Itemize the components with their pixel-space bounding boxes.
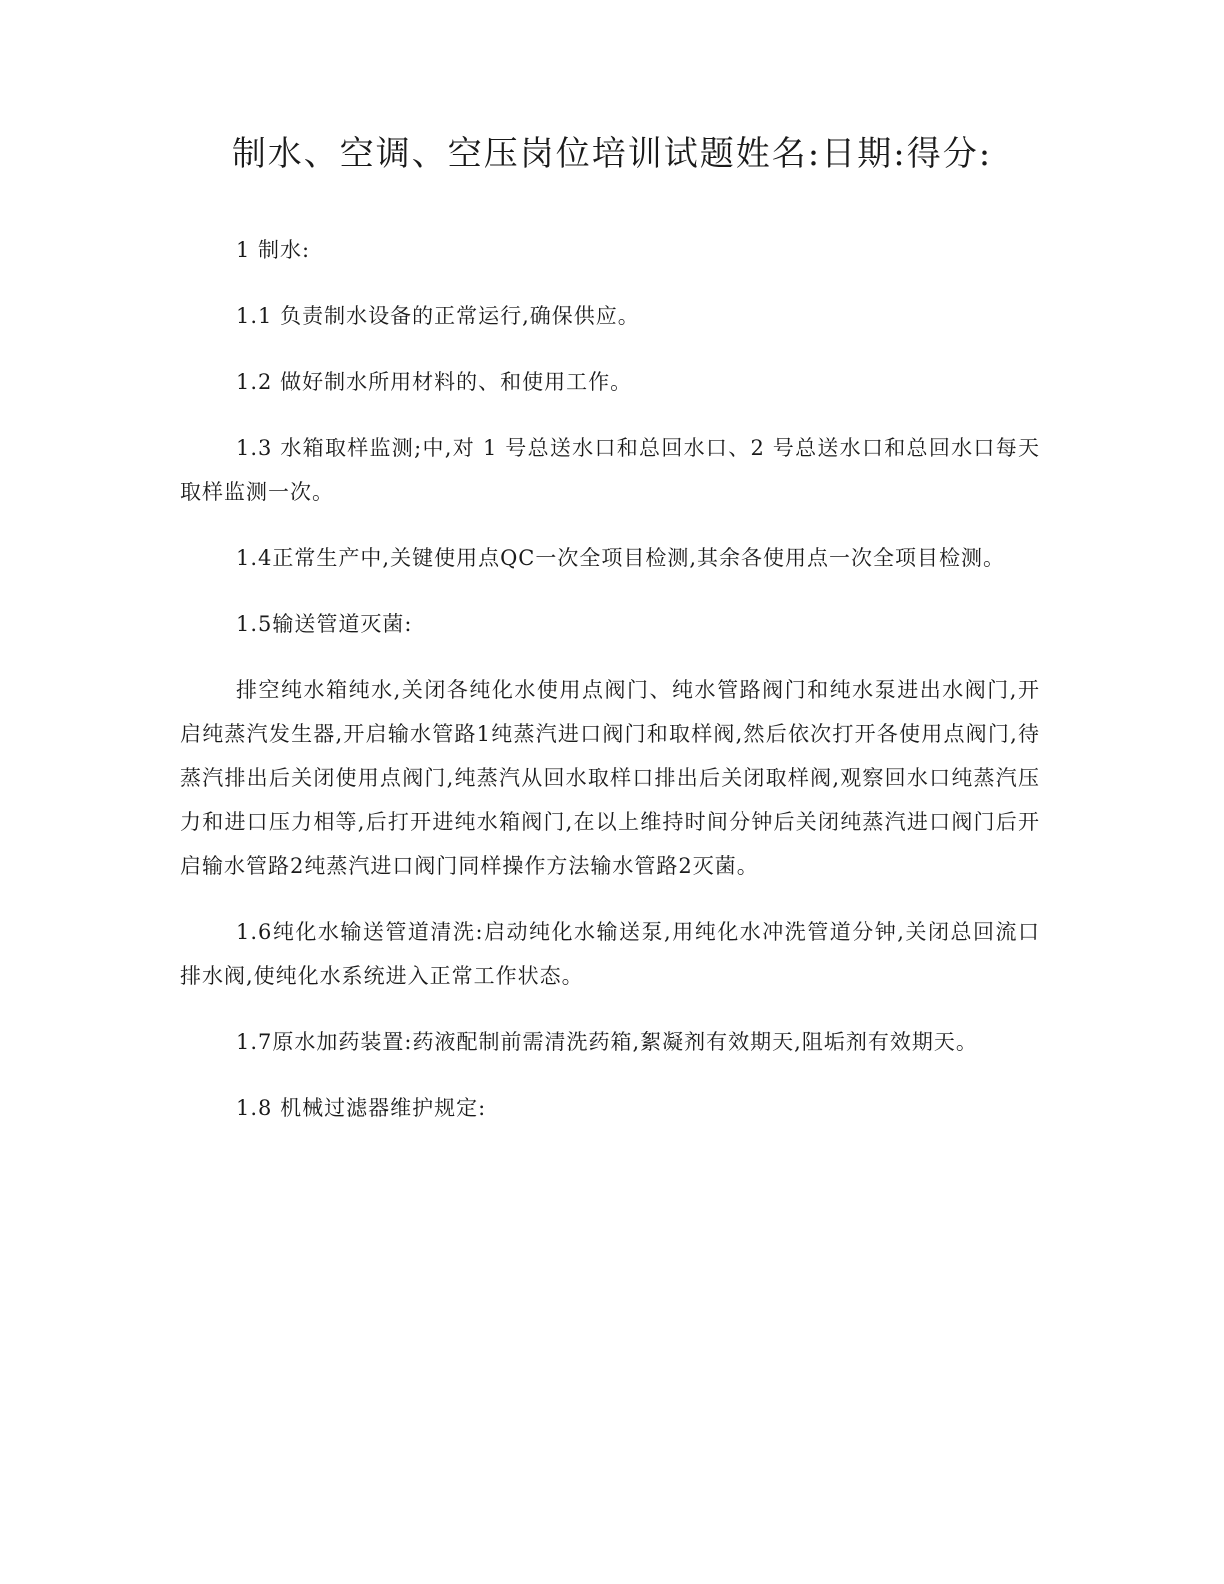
paragraph: 1.6纯化水输送管道清洗:启动纯化水输送泵,用纯化水冲洗管道分钟,关闭总回流口排水阀,使纯化水系统进入正常工作状态。 [180,920,1040,988]
paragraph: 1.4正常生产中,关键使用点QC一次全项目检测,其余各使用点一次全项目检测。 [236,546,1006,570]
subsection-heading: 1.5输送管道灭菌: [236,612,413,636]
paragraph: 1.7原水加药装置:药液配制前需清洗药箱,絮凝剂有效期天,阻垢剂有效期天。 [236,1030,978,1054]
subsection-heading: 1.8 机械过滤器维护规定: [236,1096,487,1120]
document-body [180,228,1040,1152]
paragraph: 1.1 负责制水设备的正常运行,确保供应。 [236,304,640,328]
section-heading: 1 制水: [236,238,311,262]
paragraph: 1.2 做好制水所用材料的、和使用工作。 [236,370,633,394]
document-title: 制水、空调、空压岗位培训试题姓名:日期:得分: [231,134,993,174]
paragraph: 1.3 水箱取样监测;中,对 1 号总送水口和总回水口、2 号总送水口和总回水口每天取样监测一次。 [180,436,1040,504]
paragraph: 排空纯水箱纯水,关闭各纯化水使用点阀门、纯水管路阀门和纯水泵进出水阀门,开启纯蒸汽发生器,开启输水管路1纯蒸汽进口阀门和取样阀,然后依次打开各使用点阀门,待蒸汽排出后关闭使用点阀门,纯蒸汽从回水取样口排出后关闭取样阀,观察回水口纯蒸汽压力和进口压力相等,后打开进纯水箱阀门,在以上维持时间分钟后关闭纯蒸汽进口阀门后开启输水管路2纯蒸汽进口阀门同样操作方法输水管路2灭菌。 [180,678,1040,878]
